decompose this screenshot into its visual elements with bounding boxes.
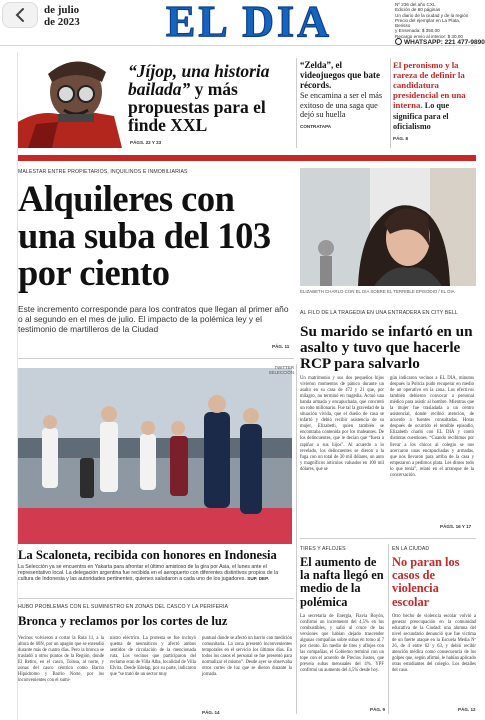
main-story-page: PÁG. 11	[272, 344, 290, 349]
divider	[388, 544, 389, 714]
violence-kicker: EN LA CIUDAD	[392, 546, 430, 552]
divider	[18, 358, 294, 359]
promo-weekend-title	[128, 62, 294, 134]
meta-line: Nº 236 del año CXL	[395, 2, 436, 7]
violence-page: PÁG. 12	[458, 707, 476, 712]
divider	[390, 58, 391, 148]
promo-zelda-body: Se encamina a ser el más exitoso de una saga que dejó su huella	[300, 91, 383, 119]
bottom-story-kicker: HUBO PROBLEMAS CON EL SUMINISTRO EN ZONAS DEL CASCO Y LA PERIFERIA	[18, 604, 229, 610]
promo-peronismo-title	[393, 60, 473, 132]
right-story-body-col2: gún indicaron vecinos a EL DIA, minutos después la Policía pudo recuperar en medio de un operativo en la zona. Los efectivos también debieron convocar a personal médico para asistir al hombre. Mientras que la mujer fue trasladada a un centro asistencial, donde recibió atención, de acuerdo a fuentes consultadas. Horas después de ocurrido el temible episodio, Elizabeth charló con EL DIA y contó distintas cuestiones. “Cuando recibimos por llevar a los chicos al colegio se nos acercaron unas encapuchadas y armadas, que nos llevaron para arriba de la casa y empezaron a pedirnos plata. Les dimos todo lo que tenía”, relató en el arranque de la conversación.	[390, 376, 474, 478]
meta-line: Recargo envío al interior: $ 30,00	[395, 33, 463, 39]
promo-peronismo-red: El peronismo y la rareza de definir la candidatura presidencial en una interna.	[393, 60, 466, 110]
whatsapp-icon	[395, 38, 402, 45]
main-story-deck: Este incremento corresponde para los contratos que llegan al primer año o al segundo en el mes de julio. El impacto de la polémica ley y el testimonio de martilleros de la Ciudad	[18, 304, 289, 334]
bottom-story-col2: nistro eléctrico. La protesta se fue incluyó quema de neumáticos y afectó ambos sentidos de circulación de la mencionada ruta. Los vecinos que participaron del reclamo eran de Villa Alba, localidad de Villa Elvira. Desde Edelap, por su parte, indicaron que “se trató de un sector muy	[110, 636, 196, 678]
right-story-headline[interactable]: Su marido se infartó en un asalto y tuvo que hacerle RCP para salvarlo	[300, 323, 473, 372]
meta-line: Edición de 60 páginas	[395, 7, 441, 13]
divider	[18, 598, 294, 599]
nafta-headline[interactable]: El aumento de la nafta llegó en medio de la polémica	[300, 555, 384, 609]
masthead	[0, 0, 485, 46]
bottom-story-headline[interactable]: Bronca y reclamos por los cortes de luz	[18, 614, 228, 628]
whatsapp-number: WHATSAPP: 221 477-9890	[404, 39, 485, 46]
promo-zelda-page: CONTRATAPA	[300, 123, 332, 129]
scaloneta-deck-text: La Selección ya se encuentra en Yakarta para afrontar el último amistoso de la gira por Asia, el lunes ante el representativo local. La delegación argentina fue recibida en el aeropuerto con diferentes distintivos propios de la cultura de Indonesia y las autoridades pertinentes, quienes saludaron a cada uno de los jugadores.	[18, 564, 279, 583]
red-rule	[18, 155, 476, 161]
main-story-kicker: MALESTAR ENTRE PROPIETARIOS, INQUILINOS E INMOBILIARIAS	[18, 169, 188, 175]
meta-line: y Ensenada: $ 350,00	[395, 28, 440, 34]
right-story-kicker: AL FILO DE LA TRAGEDIA EN UNA ENTRADERA EN CITY BELL	[300, 310, 458, 316]
bottom-story-col1: Vecinos volvieron a cortar la Ruta 11, a la altura de 60N, por un apagón que se extendió durante más de cuatro días. Pero la bronca se trasladó a otros puntos de la Región, donde El Retiro, en el casco, Tolosa, al norte, y zonas del casco céntrico como Barrio Hipódromo y Barrio Norte, por los inconvenientes con el sumi-	[18, 636, 104, 684]
scaloneta-photo[interactable]	[18, 368, 292, 544]
divider	[300, 538, 476, 539]
bottom-story-page: PÁG. 14	[202, 710, 220, 715]
meta-line: Un diario de la ciudad y de la región	[395, 12, 469, 18]
chevron-left-icon	[15, 8, 25, 22]
promo-weekend-rest: y más propuestas para el finde XXL	[128, 79, 266, 135]
photo-caption: ELIZABETH CHARLO CON EL DIA SOBRE EL TERRIBLE EPISODIO / EL DIA	[300, 289, 455, 294]
violence-body: Otro hecho de violencia escolar volvió a generar preocupación en la comunidad educativa de la Ciudad: una alumna del nivel secundario denunció que fue víctima de un fuerte ataque en la Escuela Media Nº 26, de 4 entre 62 y 63, y debió recibir atención médica como consecuencia de los golpes que, según afirmó, le habían aplicado otras estudiantes del colegio. Los detalles del caso.	[392, 614, 476, 674]
bottom-story-col3: puntual donde se afectó un barrio con medición comunitaria. La zona presentó inconvenientes temporales en el servicio los últimos días. En todos los casos el personal se fue presentó para normalizar el mismo”. Desde ayer se observaba otros cortes de luz que se dieron durante la jornada.	[202, 636, 292, 678]
violence-headline[interactable]: No paran los casos de violencia escolar	[392, 555, 460, 609]
newspaper-logo[interactable]	[108, 0, 390, 46]
logo-text: EL DIA	[166, 0, 332, 46]
nafta-kicker: TIRES Y AFLOJES	[300, 546, 346, 552]
meta-line: Precio del ejemplar en La Plata, Berisso	[395, 17, 461, 29]
promo-zelda-title: “Zelda”, el videojuegos que bate récords.	[300, 60, 381, 90]
date-line-2: de 2023	[44, 16, 80, 28]
promo-peronismo[interactable]	[393, 60, 473, 141]
right-story-body-col1: Un matrimonio y sus dos pequeños hijos vivieron momentos de pánico durante un asalto en su casa de 472 y 21 que, por milagro, no terminó en tragedia. Actuó una banda armada y encapuchada, que concretó un robo millonario. Fue tal la gravedad de la situación vivida, que el dueño de casa se infartó y debió recibir asistencia de su mujer, Elizabeth, quien también se encontraba contenida por los maleantes. De los delincuentes, que le decían que “fuera a rapiñar a sus hijos”. Al acuerdo a lo revelado, los delincuentes se dieron a la fuga con un total de 30 mil dólares, un auto y magníficos artículos valuados en 100 mil dólares, que se	[300, 376, 384, 472]
scaloneta-page: SUP. DEP.	[247, 576, 269, 582]
scaloneta-deck	[18, 564, 292, 583]
right-story-page: PÁGS. 16 Y 17	[440, 524, 472, 529]
main-story-headline[interactable]: Alquileres con una suba del 103 por ciento	[18, 178, 271, 293]
photo-credit: TWITTER SELECCIÓN	[268, 365, 294, 375]
nafta-page: PÁG. 9	[370, 707, 386, 712]
promo-weekend-page: PÁGS. 22 Y 23	[130, 140, 162, 145]
promo-peronismo-page: PÁG. 8	[393, 135, 409, 141]
promo-zelda[interactable]	[300, 60, 388, 129]
date-line-1: de julio	[44, 4, 80, 16]
edition-info	[395, 2, 475, 39]
nafta-body: La secretaria de Energía, Flavia Royón, confirmó un incremento del 4,5% en los combustibles, y salió al cruce de las versiones que habían dejado trascender algunas compañías sobre subas en torno al 7 por ciento. En medio de tires y aflojes con las compañías, el Gobierno terminó con un tope con el acuerdo de Precios Justos, que preveía subas mensuales del 4%. YPF confirmó un aumento del 4,5% desde hoy.	[300, 614, 384, 674]
woman-interview-photo[interactable]	[300, 168, 476, 286]
back-button[interactable]	[2, 2, 38, 28]
whatsapp-contact[interactable]	[395, 38, 485, 46]
promo-weekend[interactable]	[18, 52, 294, 148]
divider	[296, 364, 297, 714]
scaloneta-headline[interactable]: La Scaloneta, recibida con honores en Indonesia	[18, 548, 277, 562]
dancer-photo	[18, 52, 128, 148]
edition-date	[44, 4, 104, 28]
divider	[296, 58, 297, 148]
promo-peronismo-body: Lo que significa para el oficialismo	[393, 101, 450, 131]
promo-weekend-quote: “Jíjop, una historia bailada”	[128, 61, 270, 99]
